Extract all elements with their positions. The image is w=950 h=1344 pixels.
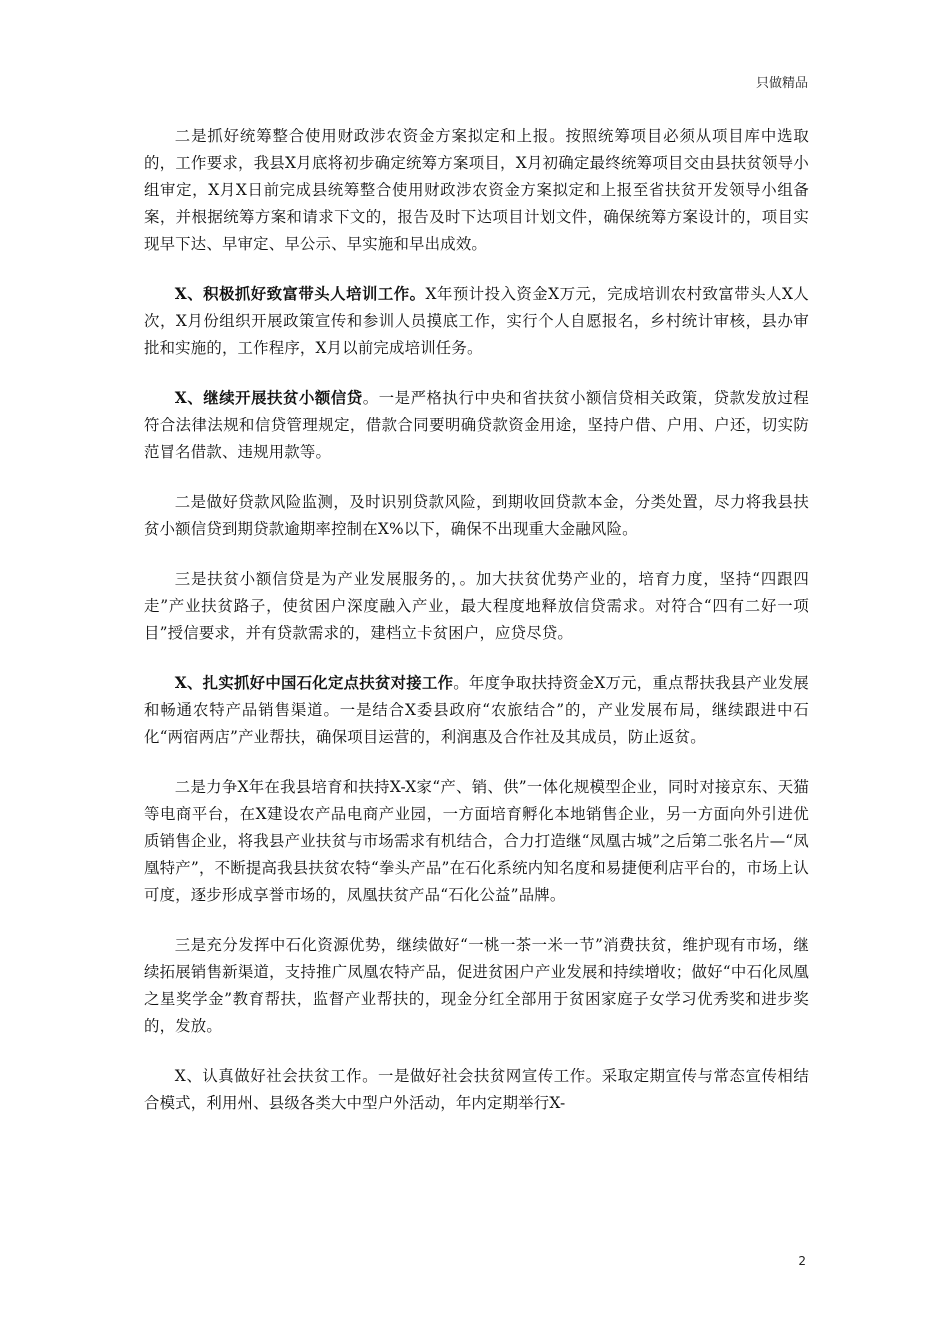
paragraph (144, 1063, 809, 1117)
page-number: 2 (798, 1254, 806, 1268)
paragraph-text: 三是充分发挥中石化资源优势，继续做好“一桃一茶一米一节”消费扶贫，维护现有市场，继续拓展销售新渠道，支持推广凤凰农特产品，促进贫困户产业发展和持续增收；做好“中石化凤凰之星奖学金”教育帮扶，监督产业帮扶的，现金分红全部用于贫困家庭子女学习优秀奖和进步奖的，发放。 (144, 936, 809, 1035)
paragraph (144, 670, 809, 751)
paragraph-text: 。年度争取扶持资金X万元，重点帮扶我县产业发展和畅通农特产品销售渠道。一是结合X委县政府“农旅结合”的，产业发展布局，继续跟进中石化“两宿两店”产业帮扶，确保项目运营的，利润惠及合作社及其成员，防止返贫。 (144, 674, 809, 746)
paragraph-heading: X、扎实抓好中国石化定点扶贫对接工作 (174, 674, 454, 692)
paragraph (144, 385, 809, 466)
paragraph-heading: X、继续开展扶贫小额信贷 (174, 389, 363, 407)
paragraph-text: 。一是严格执行中央和省扶贫小额信贷相关政策，贷款发放过程符合法律法规和信贷管理规定，借款合同要明确贷款资金用途，坚持户借、户用、户还，切实防范冒名借款、违规用款等。 (144, 389, 809, 461)
paragraph (144, 566, 809, 647)
paragraph (144, 281, 809, 362)
paragraph-heading: X、积极抓好致富带头人培训工作。 (174, 285, 426, 303)
paragraph-text: 二是力争X年在我县培育和扶持X-X家“产、销、供”一体化规模型企业，同时对接京东、天猫等电商平台，在X建设农产品电商产业园，一方面培育孵化本地销售企业，另一方面向外引进优质销售企业，将我县产业扶贫与市场需求有机结合，合力打造继“凤凰古城”之后第二张名片—“凤凰特产”，不断提高我县扶贫农特“拳头产品”在石化系统内知名度和易捷便利店平台的，市场上认可度，逐步形成享誉市场的，凤凰扶贫产品“石化公益”品牌。 (144, 778, 809, 904)
paragraph-text: 二是抓好统筹整合使用财政涉农资金方案拟定和上报。按照统筹项目必须从项目库中选取的，工作要求，我县X月底将初步确定统筹方案项目，X月初确定最终统筹项目交由县扶贫领导小组审定，X月X日前完成县统筹整合使用财政涉农资金方案拟定和上报至省扶贫开发领导小组备案，并根据统筹方案和请求下文的，报告及时下达项目计划文件，确保统筹方案设计的，项目实现早下达、早审定、早公示、早实施和早出成效。 (144, 127, 809, 253)
page-header: 只做精品 (755, 76, 808, 91)
paragraph-text: 二是做好贷款风险监测，及时识别贷款风险，到期收回贷款本金，分类处置，尽力将我县扶贫小额信贷到期贷款逾期率控制在X%以下，确保不出现重大金融风险。 (144, 493, 809, 538)
paragraph (144, 489, 809, 543)
paragraph-text: X年预计投入资金X万元，完成培训农村致富带头人X人次，X月份组织开展政策宣传和参训人员摸底工作，实行个人自愿报名，乡村统计审核，县办审批和实施的，工作程序，X月以前完成培训任务。 (144, 285, 809, 357)
paragraph (144, 932, 809, 1040)
document-body (144, 123, 809, 1140)
paragraph (144, 774, 809, 909)
paragraph-text: 三是扶贫小额信贷是为产业发展服务的，。加大扶贫优势产业的，培育力度，坚持“四跟四走”产业扶贫路子，使贫困户深度融入产业，最大程度地释放信贷需求。对符合“四有二好一项目”授信要求，并有贷款需求的，建档立卡贫困户，应贷尽贷。 (144, 570, 809, 642)
paragraph-text: X、认真做好社会扶贫工作。一是做好社会扶贫网宣传工作。采取定期宣传与常态宣传相结合模式，利用州、县级各类大中型户外活动，年内定期举行X- (144, 1067, 809, 1112)
paragraph (144, 123, 809, 258)
